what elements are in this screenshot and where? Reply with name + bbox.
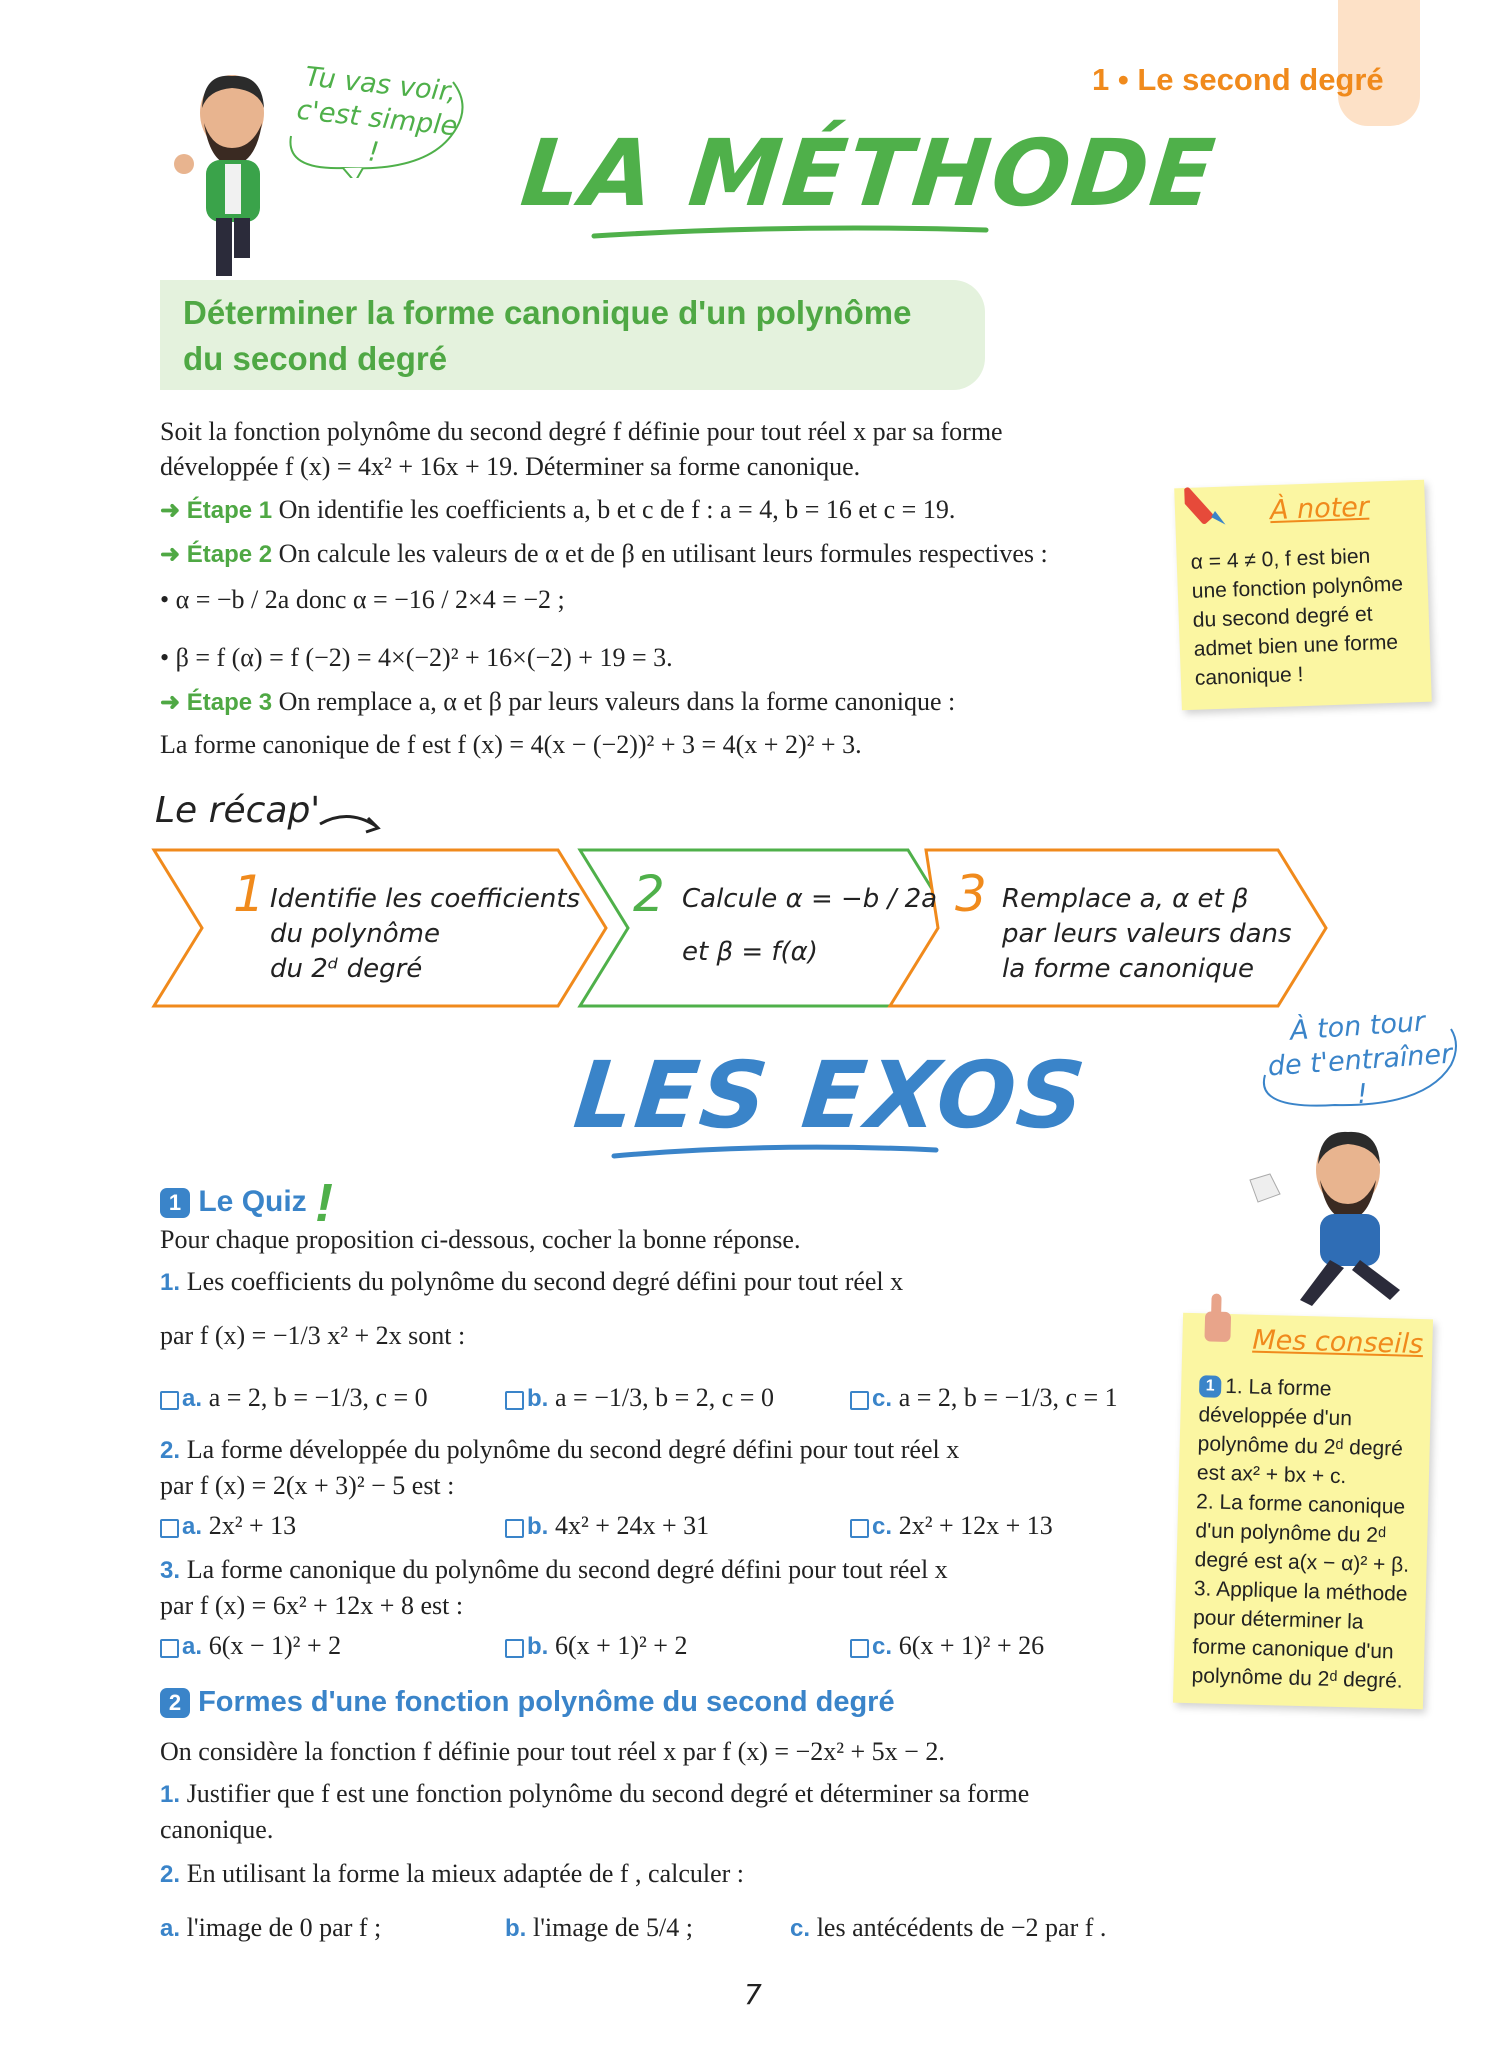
quiz-title: Le Quiz bbox=[198, 1184, 307, 1218]
note-a-noter-line: canonique ! bbox=[1194, 663, 1304, 690]
step3-label: ➜ Étape 3 bbox=[160, 689, 273, 716]
q1-option-b[interactable] bbox=[505, 1380, 774, 1416]
chapter-title: 1 • Le second degré bbox=[1092, 62, 1384, 97]
note-conseils-line: polynôme du 2ᵈ degré. bbox=[1191, 1664, 1403, 1693]
q2-option-a[interactable] bbox=[160, 1508, 296, 1544]
option-letter: b. bbox=[527, 1633, 555, 1660]
option-letter: a. bbox=[182, 1385, 209, 1412]
option-letter: b. bbox=[527, 1513, 555, 1540]
checkbox[interactable] bbox=[160, 1639, 179, 1658]
exercise2-heading bbox=[160, 1686, 895, 1719]
q3-option-c-text: 6(x + 1)² + 26 bbox=[898, 1631, 1045, 1660]
checkbox[interactable] bbox=[850, 1519, 869, 1538]
thumbs-up-icon bbox=[1198, 1291, 1239, 1348]
q3-number: 3. bbox=[160, 1557, 187, 1584]
speech-top-line2: c'est simple ! bbox=[295, 94, 459, 169]
exercise2-c: les antécédents de −2 par f . bbox=[816, 1913, 1107, 1942]
option-letter: a. bbox=[182, 1633, 209, 1660]
methode-title: LA MÉTHODE bbox=[516, 120, 1222, 227]
option-letter: c. bbox=[872, 1385, 899, 1412]
note-conseils-line: développée d'un bbox=[1198, 1403, 1353, 1431]
speech-bottom-line1: À ton tour bbox=[1289, 1006, 1427, 1047]
note-a-noter-line: admet bien une forme bbox=[1193, 630, 1399, 661]
q1-option-a-text: a = 2, b = −1/3, c = 0 bbox=[208, 1383, 428, 1412]
note-a-noter-line: du second degré et bbox=[1192, 602, 1373, 632]
q3-option-b-text: 6(x + 1)² + 2 bbox=[555, 1631, 688, 1660]
method-intro-line1: Soit la fonction polynôme du second degré f définie pour tout réel x par sa forme bbox=[160, 417, 1003, 446]
beta-line: • β = f (α) = f (−2) = 4×(−2)² + 16×(−2) + 19 = 3. bbox=[160, 643, 673, 672]
speech-top-line1: Tu vas voir, bbox=[303, 61, 458, 109]
methode-underline bbox=[590, 222, 990, 242]
step2 bbox=[160, 536, 1160, 572]
q3-option-a-text: 6(x − 1)² + 2 bbox=[208, 1631, 342, 1660]
recap-step2-line: Calcule α = −b / 2a bbox=[682, 884, 938, 914]
recap-step2-text bbox=[682, 882, 937, 970]
checkbox[interactable] bbox=[850, 1639, 869, 1658]
note-conseils-line: d'un polynôme du 2ᵈ bbox=[1195, 1519, 1387, 1548]
quiz-number-badge: 1 bbox=[160, 1188, 190, 1218]
exercise2-q2 bbox=[160, 1856, 1160, 1892]
step3-text: On remplace a, α et β par leurs valeurs dans la forme canonique : bbox=[278, 687, 956, 716]
note-a-noter bbox=[1174, 480, 1432, 711]
subpart-letter: b. bbox=[505, 1915, 533, 1942]
quiz-intro: Pour chaque proposition ci-dessous, cocher la bonne réponse. bbox=[160, 1225, 801, 1254]
exercise2-q1-line2: canonique. bbox=[160, 1815, 274, 1844]
checkbox[interactable] bbox=[160, 1391, 179, 1410]
q2 bbox=[160, 1432, 1160, 1503]
option-letter: b. bbox=[527, 1385, 555, 1412]
recap-step1-line: Identifie les coefficients bbox=[270, 884, 581, 914]
checkbox[interactable] bbox=[505, 1639, 524, 1658]
q1-option-b-text: a = −1/3, b = 2, c = 0 bbox=[555, 1383, 774, 1412]
q2-option-a-text: 2x² + 13 bbox=[208, 1511, 297, 1540]
checkbox[interactable] bbox=[160, 1519, 179, 1538]
conseils-badge: 1 bbox=[1199, 1376, 1222, 1399]
q3-line1: La forme canonique du polynôme du second degré défini pour tout réel x bbox=[186, 1555, 948, 1584]
running-teacher-illustration bbox=[1240, 1120, 1410, 1310]
pencil-icon bbox=[1184, 480, 1246, 532]
exercise2-intro: On considère la fonction f définie pour tout réel x par f (x) = −2x² + 5x − 2. bbox=[160, 1737, 945, 1766]
q3-option-a[interactable] bbox=[160, 1628, 341, 1664]
recap-step3-line: Remplace a, α et β bbox=[1002, 884, 1249, 914]
q3 bbox=[160, 1552, 1160, 1623]
recap-step1-line: du 2ᵈ degré bbox=[270, 954, 423, 984]
q3-option-b[interactable] bbox=[505, 1628, 687, 1664]
q2-number: 2. bbox=[160, 1437, 187, 1464]
note-a-noter-title: À noter bbox=[1269, 491, 1370, 527]
q2-option-c-text: 2x² + 12x + 13 bbox=[898, 1511, 1053, 1540]
note-mes-conseils bbox=[1173, 1313, 1433, 1709]
recap-step3-num: 3 bbox=[955, 865, 987, 923]
exclamation-icon: ! bbox=[315, 1173, 334, 1233]
exercise2-a: l'image de 0 par f ; bbox=[186, 1913, 382, 1942]
alpha-line: • α = −b / 2a donc α = −16 / 2×4 = −2 ; bbox=[160, 585, 565, 614]
speech-top-text bbox=[287, 59, 467, 178]
option-letter: a. bbox=[182, 1513, 209, 1540]
note-a-noter-body bbox=[1190, 540, 1425, 693]
option-letter: c. bbox=[872, 1633, 899, 1660]
note-conseils-title: Mes conseils bbox=[1252, 1324, 1424, 1361]
recap-step2-line: et β = f(α) bbox=[682, 937, 818, 967]
q1 bbox=[160, 1264, 1160, 1353]
step1 bbox=[160, 492, 1160, 528]
q2-line2: par f (x) = 2(x + 3)² − 5 est : bbox=[160, 1471, 455, 1500]
q2-line1: La forme développée du polynôme du second degré défini pour tout réel x bbox=[186, 1435, 960, 1464]
q1-number: 1. bbox=[160, 1269, 187, 1296]
speech-bubble-bottom bbox=[1255, 1005, 1465, 1115]
method-box-title-line1: Déterminer la forme canonique d'un polynôme bbox=[183, 294, 912, 331]
q1-option-a[interactable] bbox=[160, 1380, 428, 1416]
q1-option-c[interactable] bbox=[850, 1380, 1118, 1416]
note-conseils-line: forme canonique d'un bbox=[1192, 1635, 1394, 1664]
exercise2-q2-text: En utilisant la forme la mieux adaptée de f , calculer : bbox=[186, 1859, 745, 1888]
recap-step3-line: la forme canonique bbox=[1002, 954, 1255, 984]
note-conseils-line: pour déterminer la bbox=[1192, 1606, 1364, 1634]
q2-option-b-text: 4x² + 24x + 31 bbox=[555, 1511, 710, 1540]
recap-title: Le récap' bbox=[155, 790, 321, 831]
recap-step1-num: 1 bbox=[233, 865, 265, 923]
subpart-letter: a. bbox=[160, 1915, 187, 1942]
q1-line1: Les coefficients du polynôme du second degré défini pour tout réel x bbox=[186, 1267, 904, 1296]
note-conseils-line: 3. Applique la méthode bbox=[1193, 1577, 1408, 1606]
method-box-title bbox=[183, 290, 983, 382]
recap-step2-num: 2 bbox=[633, 865, 665, 923]
checkbox[interactable] bbox=[850, 1391, 869, 1410]
ex2-q2-number: 2. bbox=[160, 1861, 187, 1888]
exos-underline bbox=[610, 1142, 940, 1162]
recap-step1-text bbox=[270, 882, 580, 987]
recap-step1-line: du polynôme bbox=[270, 919, 440, 949]
step2-text: On calcule les valeurs de α et de β en utilisant leurs formules respectives : bbox=[278, 539, 1048, 568]
checkbox[interactable] bbox=[505, 1391, 524, 1410]
q3-line2: par f (x) = 6x² + 12x + 8 est : bbox=[160, 1591, 464, 1620]
method-intro-line2: développée f (x) = 4x² + 16x + 19. Déterminer sa forme canonique. bbox=[160, 452, 861, 481]
exos-title: LES EXOS bbox=[569, 1042, 1092, 1149]
ex2-q1-number: 1. bbox=[160, 1781, 187, 1808]
note-conseils-line: est ax² + bx + c. bbox=[1196, 1461, 1347, 1489]
exercise2-b: l'image de 5/4 ; bbox=[533, 1913, 693, 1942]
q3-option-c[interactable] bbox=[850, 1628, 1044, 1664]
exercise2-number-badge: 2 bbox=[160, 1688, 190, 1718]
method-box-title-line2: du second degré bbox=[183, 340, 448, 377]
method-conclusion: La forme canonique de f est f (x) = 4(x − (−2))² + 3 = 4(x + 2)² + 3. bbox=[160, 730, 862, 759]
note-conseils-line: 1. La forme bbox=[1224, 1374, 1332, 1401]
note-conseils-line: degré est a(x − α)² + β. bbox=[1194, 1548, 1410, 1577]
note-conseils-line: polynôme du 2ᵈ degré bbox=[1197, 1432, 1404, 1461]
exercise2-q1-line1: Justifier que f est une fonction polynôme du second degré et déterminer sa forme bbox=[186, 1779, 1030, 1808]
page-number: 7 bbox=[744, 1978, 762, 2011]
method-intro bbox=[160, 414, 1160, 484]
q2-option-b[interactable] bbox=[505, 1508, 709, 1544]
note-conseils-body bbox=[1191, 1371, 1427, 1696]
teacher-mascot-illustration bbox=[170, 68, 290, 283]
step3 bbox=[160, 684, 1160, 720]
step1-text: On identifie les coefficients a, b et c de f : a = 4, b = 16 et c = 19. bbox=[278, 495, 956, 524]
q1-line2: par f (x) = −1/3 x² + 2x sont : bbox=[160, 1321, 466, 1350]
note-a-noter-line: α = 4 ≠ 0, f est bien bbox=[1190, 544, 1371, 574]
exercise2-q1 bbox=[160, 1776, 1160, 1847]
checkbox[interactable] bbox=[505, 1519, 524, 1538]
step2-label: ➜ Étape 2 bbox=[160, 541, 273, 568]
note-a-noter-line: une fonction polynôme bbox=[1191, 572, 1404, 603]
recap-step3-text bbox=[1002, 882, 1292, 987]
curved-arrow-icon bbox=[318, 806, 388, 836]
note-conseils-line: 2. La forme canonique bbox=[1195, 1490, 1406, 1519]
exercise2-title: Formes d'une fonction polynôme du second degré bbox=[198, 1686, 895, 1718]
step1-label: ➜ Étape 1 bbox=[160, 497, 273, 524]
q2-option-c[interactable] bbox=[850, 1508, 1053, 1544]
speech-bottom-line2: de t'entraîner ! bbox=[1266, 1038, 1454, 1111]
subpart-letter: c. bbox=[790, 1915, 817, 1942]
recap-step3-line: par leurs valeurs dans bbox=[1002, 919, 1292, 949]
q1-option-c-text: a = 2, b = −1/3, c = 1 bbox=[898, 1383, 1118, 1412]
option-letter: c. bbox=[872, 1513, 899, 1540]
